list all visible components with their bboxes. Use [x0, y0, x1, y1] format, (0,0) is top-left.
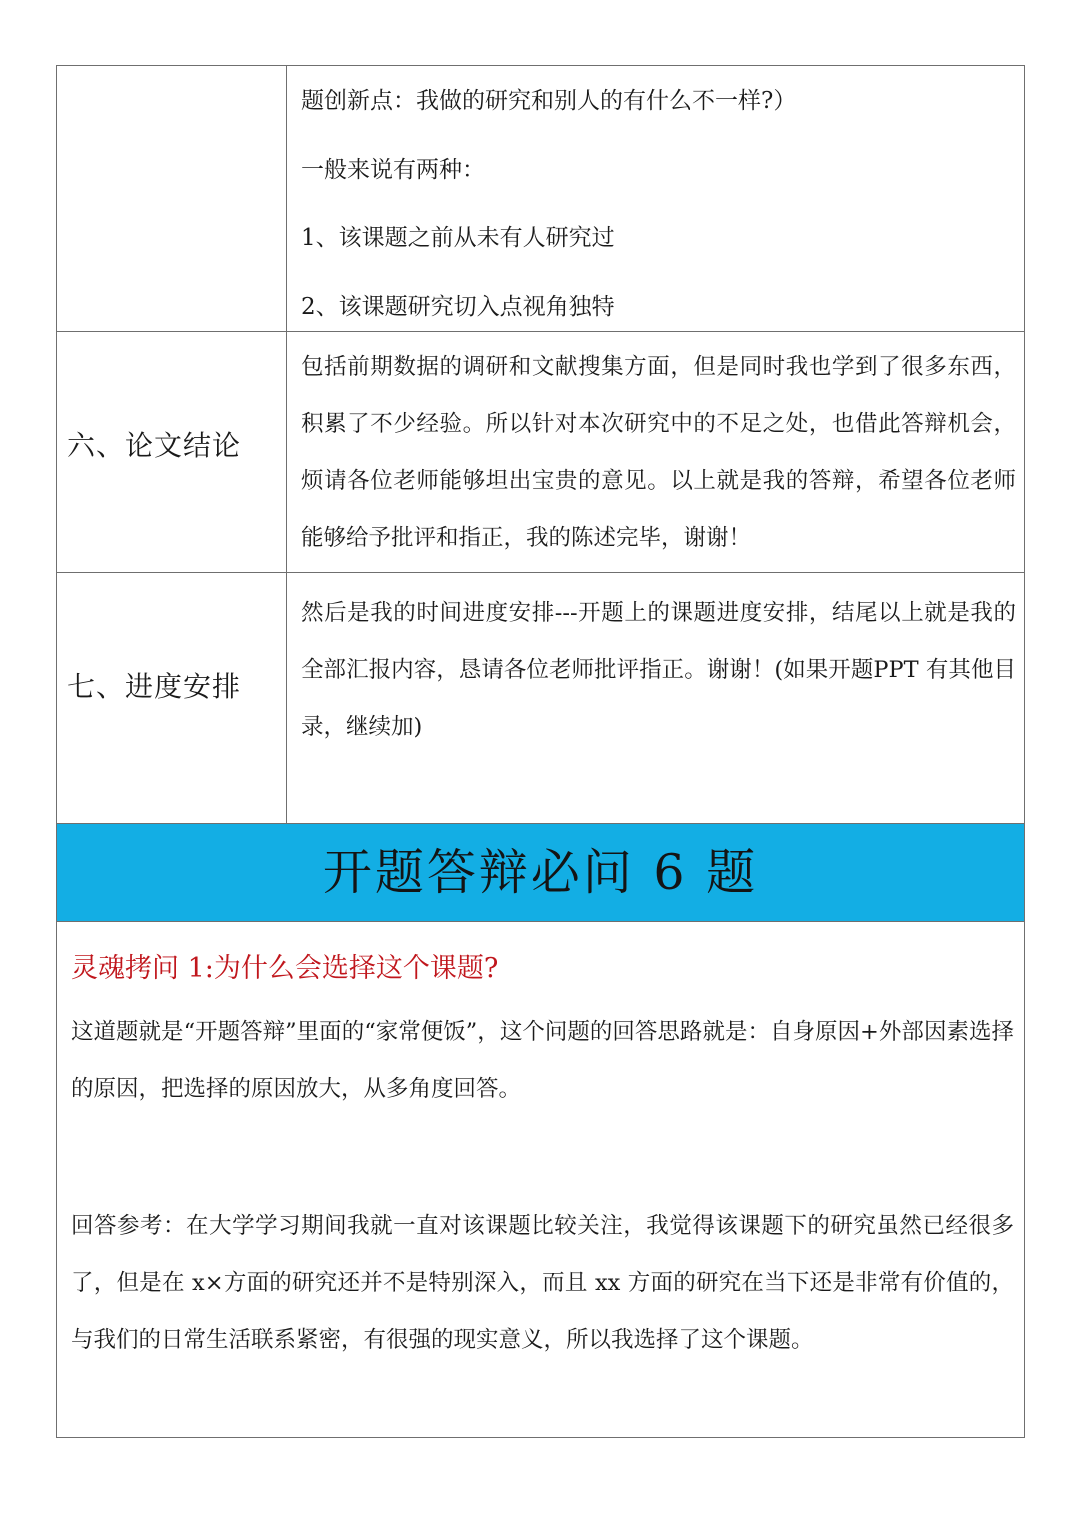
- section-banner: [57, 824, 1024, 922]
- innovation-line: 1、该课题之前从未有人研究过: [301, 225, 615, 251]
- row-label-cell-empty: [57, 66, 287, 331]
- banner-title: 开题答辩必问 6 题: [322, 844, 759, 901]
- section-label-conclusion: 六、论文结论: [67, 429, 242, 462]
- innovation-line: 题创新点：我做的研究和别人的有什么不一样?）: [301, 88, 797, 114]
- innovation-line: 一般来说有两种：: [301, 157, 485, 183]
- row-content-cell: [287, 573, 1024, 823]
- innovation-line: 2、该课题研究切入点视角独特: [301, 294, 615, 320]
- reference-answer: 回答参考：在大学学习期间我就一直对该课题比较关注，我觉得该课题下的研究虽然已经很多了，但是在 x×方面的研究还并不是特别深入，而且 xx 方面的研究在当下还是非常有价值的，与我们的日常生活联系紧密，有很强的现实意义，所以我选择了这个课题。: [71, 1213, 1014, 1353]
- table-row-innovation: [57, 66, 1024, 332]
- question-explanation: 这道题就是“开题答辩”里面的“家常便饭”，这个问题的回答思路就是：自身原因+外部因素选择的原因，把选择的原因放大，从多角度回答。: [71, 1019, 1014, 1102]
- table-row-schedule: [57, 573, 1024, 824]
- row-content-cell: [287, 332, 1024, 572]
- row-label-cell: [57, 332, 287, 572]
- row-content-cell: [287, 66, 1024, 331]
- conclusion-text: 包括前期数据的调研和文献搜集方面，但是同时我也学到了很多东西，积累了不少经验。所以针对本次研究中的不足之处，也借此答辩机会，烦请各位老师能够坦出宝贵的意见。以上就是我的答辩，希望各位老师能够给予批评和指正，我的陈述完毕，谢谢！: [301, 354, 1016, 551]
- question-title: 灵魂拷问 1:为什么会选择这个课题?: [71, 953, 499, 984]
- row-label-cell: [57, 573, 287, 823]
- table-row-conclusion: [57, 332, 1024, 573]
- schedule-text: 然后是我的时间进度安排---开题上的课题进度安排，结尾以上就是我的全部汇报内容，恳请各位老师批评指正。谢谢！(如果开题PPT 有其他目录，继续加): [301, 600, 1016, 740]
- section-label-schedule: 七、进度安排: [67, 670, 242, 703]
- document-table: [56, 65, 1025, 1438]
